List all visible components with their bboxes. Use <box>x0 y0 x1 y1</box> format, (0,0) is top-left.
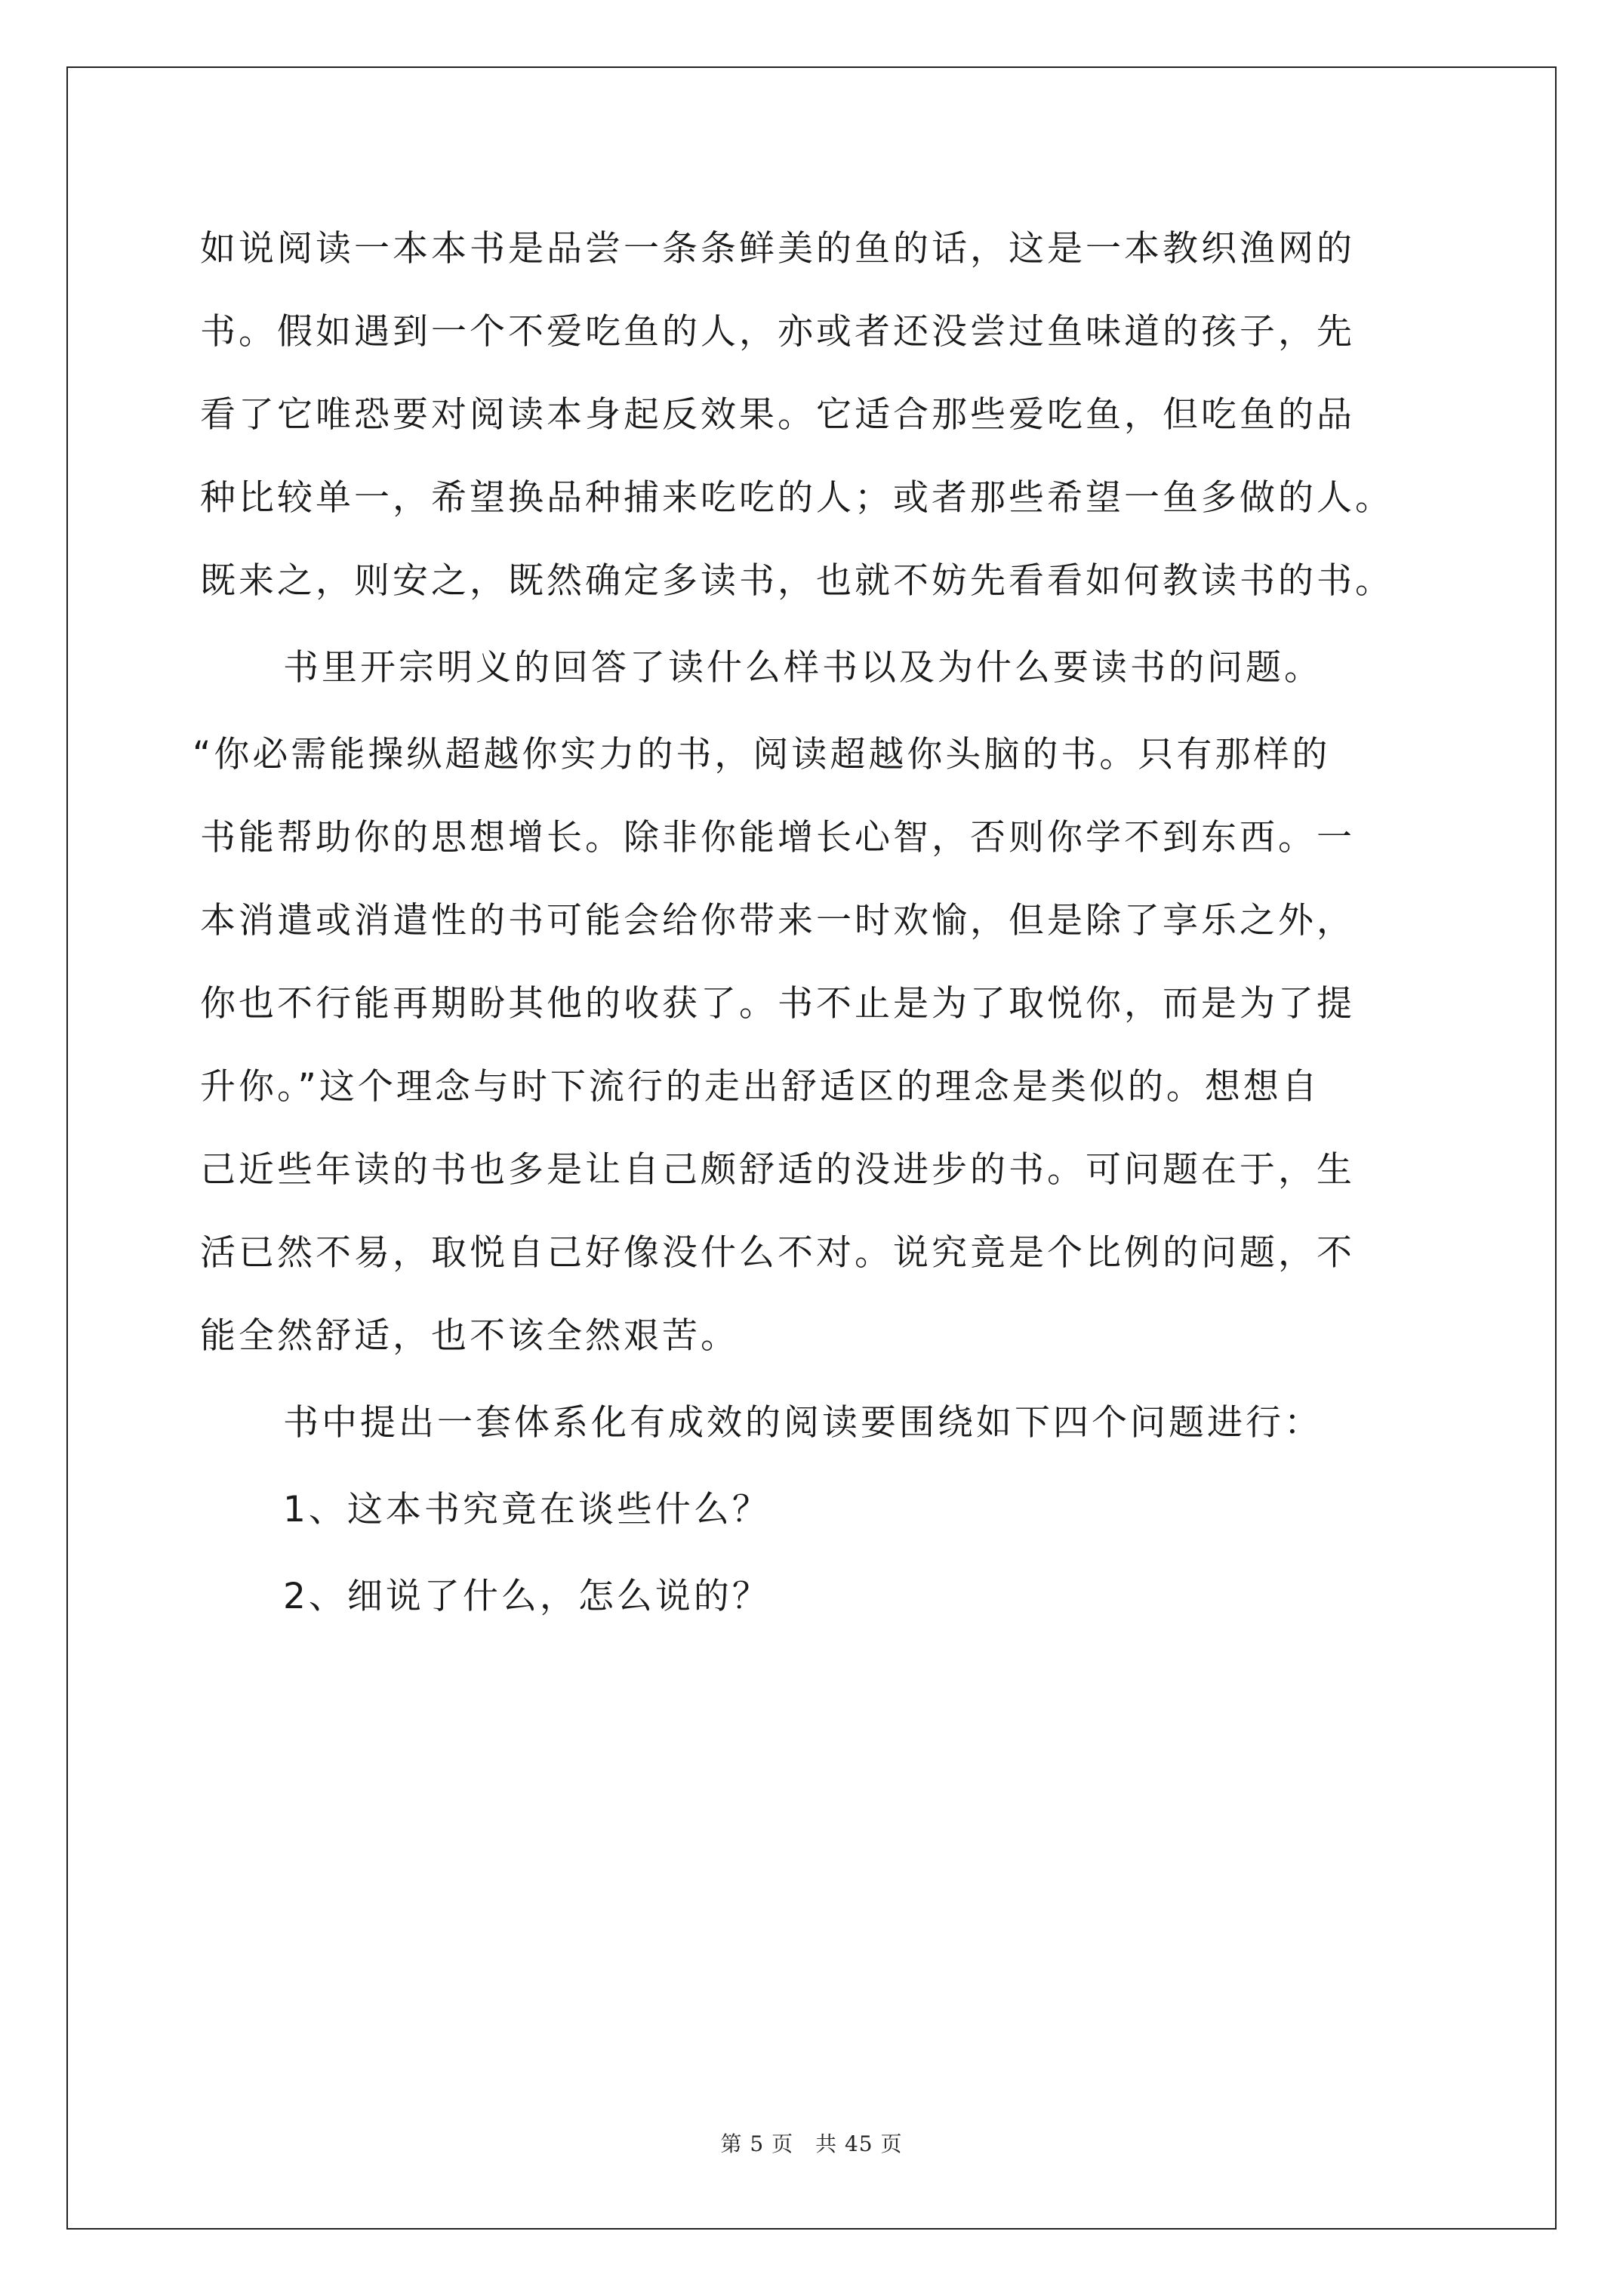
list-item: 2、细说了什么，怎么说的？ <box>283 1576 771 1617</box>
text-line: 种比较单一，希望换品种捕来吃吃的人；或者那些希望一鱼多做的人。 <box>200 477 1394 519</box>
text-line: 本消遣或消遣性的书可能会给你带来一时欢愉，但是除了享乐之外， <box>200 900 1355 942</box>
text-line: 你也不行能再期盼其他的收获了。书不止是为了取悦你，而是为了提 <box>200 983 1355 1025</box>
text-line: 书。假如遇到一个不爱吃鱼的人，亦或者还没尝过鱼味道的孩子，先 <box>200 311 1355 353</box>
page-number-footer: 第 5 页 共 45 页 <box>720 2131 903 2156</box>
text-line: 看了它唯恐要对阅读本身起反效果。它适合那些爱吃鱼，但吃鱼的品 <box>200 394 1355 436</box>
text-line: 能全然舒适，也不该全然艰苦。 <box>200 1315 739 1357</box>
text-line: 己近些年读的书也多是让自己颇舒适的没进步的书。可问题在于，生 <box>200 1149 1355 1191</box>
paragraph-start-line: 书中提出一套体系化有成效的阅读要围绕如下四个问题进行： <box>283 1402 1323 1444</box>
text-line: 活已然不易，取悦自己好像没什么不对。说究竟是个比例的问题，不 <box>200 1232 1355 1274</box>
paragraph-start-line: 书里开宗明义的回答了读什么样书以及为什么要读书的问题。 <box>283 647 1323 689</box>
text-line: 升你。”这个理念与时下流行的走出舒适区的理念是类似的。想想自 <box>200 1066 1320 1108</box>
list-item: 1、这本书究竟在谈些什么？ <box>283 1489 771 1530</box>
text-line: “你必需能操纵超越你实力的书，阅读超越你头脑的书。只有那样的 <box>192 734 1331 775</box>
text-line: 书能帮助你的思想增长。除非你能增长心智，否则你学不到东西。一 <box>200 817 1355 858</box>
text-line: 如说阅读一本本书是品尝一条条鲜美的鱼的话，这是一本教织渔网的 <box>200 228 1355 270</box>
text-line: 既来之，则安之，既然确定多读书，也就不妨先看看如何教读书的书。 <box>200 560 1394 602</box>
